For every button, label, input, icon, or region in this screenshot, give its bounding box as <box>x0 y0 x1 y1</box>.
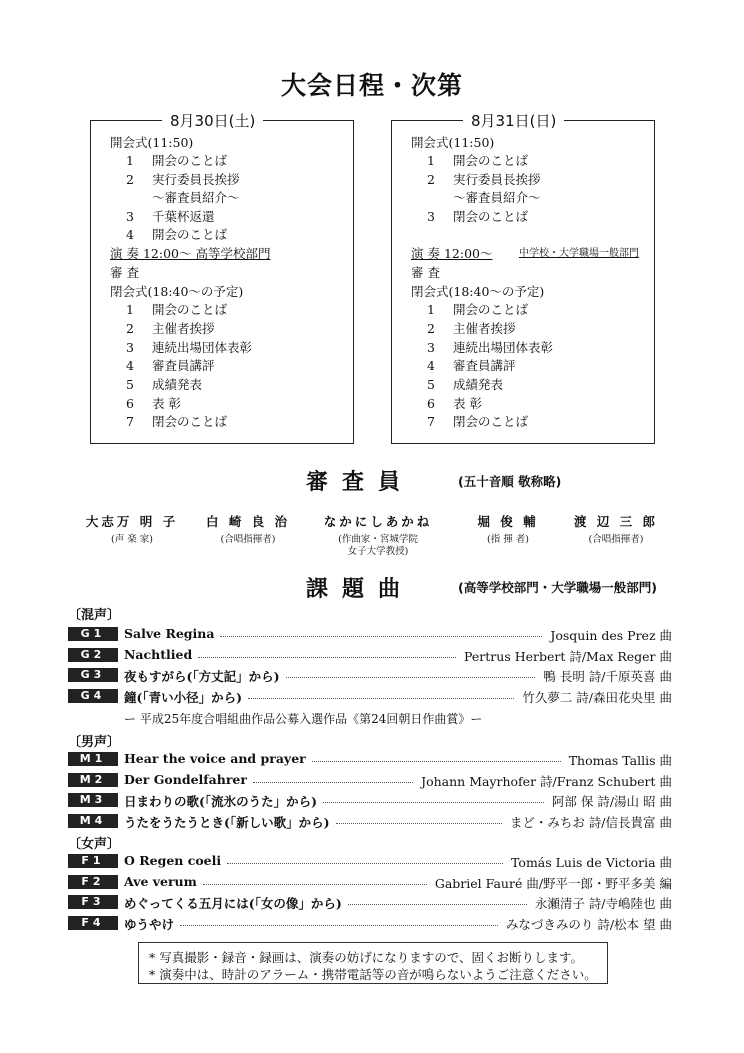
item-text: 主催者挨拶 <box>453 321 516 336</box>
item-text: 開会のことば <box>152 153 228 168</box>
piece-tag: M1 <box>68 752 118 766</box>
day1-line <box>126 377 202 393</box>
item-number: 3 <box>126 340 134 355</box>
judge-name: 大志万 明 子 <box>85 514 179 529</box>
day2-line <box>411 284 544 300</box>
day2-line <box>427 302 528 318</box>
piece-title: O Regen coeli <box>124 853 222 868</box>
judge-name: 渡 辺 三 郎 <box>573 514 659 529</box>
item-text: 連続出場団体表彰 <box>453 340 554 355</box>
item-text: 連続出場団体表彰 <box>152 340 253 355</box>
judge-role: (作曲家・宮城学院 <box>338 534 418 545</box>
pieces-subheading: (高等学校部門・大学職場一般部門) <box>458 580 657 595</box>
piece-tag: G1 <box>68 627 118 641</box>
item-text: 実行委員長挨拶 <box>453 172 541 187</box>
day1-line <box>126 321 215 337</box>
item-text: 成績発表 <box>453 377 504 392</box>
judge <box>178 512 318 546</box>
item-text: 閉会のことば <box>152 414 228 429</box>
piece-credit: まど・みちお 詩/信長貴富 曲 <box>509 814 672 830</box>
day1-line <box>126 153 227 169</box>
piece-tag: F4 <box>68 916 118 930</box>
item-text: 審査員講評 <box>152 358 215 373</box>
judge-role-line2: 女子大学教授) <box>347 546 409 557</box>
piece-title: Nachtlied <box>124 646 193 662</box>
piece-title: 鐘(「青い小径」から) <box>124 689 243 705</box>
piece-row <box>68 751 672 769</box>
judge-role: (合唱指揮者) <box>588 534 644 545</box>
day2-line <box>427 377 503 393</box>
item-number: 5 <box>427 377 435 392</box>
page-title: 大会日程・次第 <box>280 71 463 100</box>
piece-credit: 竹久夢二 詩/森田花央里 曲 <box>522 689 672 705</box>
item-number: 1 <box>126 153 134 168</box>
day1-date: 8月30日(土) <box>162 110 263 131</box>
leader-dots <box>312 751 561 762</box>
item-text: 開会のことば <box>152 227 228 242</box>
piece-tag: F1 <box>68 854 118 868</box>
judge <box>308 512 448 558</box>
item-number: 1 <box>126 302 134 317</box>
footer-line-1: * 写真撮影・録音・録画は、演奏の妨げになりますので、固くお断りします。 <box>149 950 583 965</box>
piece-credit: 阿部 保 詩/湯山 昭 曲 <box>551 794 672 809</box>
item-number: 7 <box>126 414 134 429</box>
day2-date: 8月31日(日) <box>463 110 564 131</box>
item-text: 閉会のことば <box>453 414 529 429</box>
piece-title: Hear the voice and prayer <box>124 751 306 766</box>
day2-line <box>427 209 528 225</box>
piece-title: めぐってくる五月には(「女の像」から) <box>124 896 342 911</box>
item-text: 審 査 <box>411 265 440 280</box>
item-number: 3 <box>427 209 435 224</box>
piece-title: Ave verum <box>124 873 197 889</box>
item-text: 千葉杯返還 <box>152 209 215 224</box>
piece-title: Salve Regina <box>124 626 215 641</box>
item-text: 成績発表 <box>152 377 203 392</box>
item-text: 開会のことば <box>453 302 529 317</box>
pieces-heading: 課題曲 <box>306 577 415 602</box>
piece-credit: 永瀬清子 詩/寺嶋陸也 曲 <box>534 896 672 911</box>
piece-row <box>68 772 672 790</box>
voice-category: 〔女声〕 <box>68 837 121 852</box>
item-number: 1 <box>427 153 435 168</box>
piece-row <box>68 688 672 706</box>
day1-line <box>126 209 215 225</box>
piece-row <box>68 874 672 892</box>
item-text: 表 彰 <box>453 396 482 411</box>
day2-line <box>427 396 482 412</box>
day2-line <box>427 414 528 430</box>
day1-line <box>110 246 270 262</box>
piece-credit: みなづきみのり 詩/松本 望 曲 <box>505 916 672 932</box>
item-text: 開会式(11:50) <box>411 135 495 150</box>
item-number: 4 <box>126 227 134 242</box>
item-text: ～審査員紹介～ <box>152 190 240 205</box>
judge-role: (合唱指揮者) <box>220 534 276 545</box>
piece-credit: Gabriel Fauré 曲/野平一郎・野平多美 編 <box>434 875 672 891</box>
judge-role: (声 楽 家) <box>111 534 153 545</box>
voice-category: 〔混声〕 <box>68 608 121 623</box>
item-number: 2 <box>126 172 134 187</box>
piece-credit: Josquin des Prez 曲 <box>550 628 672 643</box>
footer-notice <box>138 942 608 984</box>
item-number: 1 <box>427 302 435 317</box>
leader-dots <box>286 667 535 678</box>
item-number: 4 <box>427 358 435 373</box>
piece-row <box>68 626 672 644</box>
leader-dots <box>203 874 427 885</box>
day1-line <box>126 172 240 188</box>
day1-line <box>110 135 193 151</box>
day1-line <box>110 265 139 281</box>
leader-dots <box>220 626 542 637</box>
day1-line <box>126 414 227 430</box>
voice-category: 〔男声〕 <box>68 735 121 750</box>
item-number: 6 <box>126 396 134 411</box>
piece-row <box>68 894 672 912</box>
judges-subheading: (五十音順 敬称略) <box>458 474 562 489</box>
piece-credit: 鴨 長明 詩/千原英喜 曲 <box>543 669 672 684</box>
item-text: 開会のことば <box>152 302 228 317</box>
leader-dots <box>198 647 456 658</box>
item-text: ～審査員紹介～ <box>453 190 541 205</box>
piece-title: Der Gondelfahrer <box>124 771 247 787</box>
piece-row <box>68 853 672 871</box>
leader-dots <box>180 915 498 926</box>
day2-line <box>427 340 553 356</box>
judges-heading: 審査員 <box>306 470 415 495</box>
piece-row <box>68 915 672 933</box>
day2-line <box>411 246 492 262</box>
item-text: 開会式(11:50) <box>110 135 194 150</box>
judge-name: なかにしあかね <box>323 514 433 529</box>
piece-title: うたをうたうとき(「新しい歌」から) <box>124 814 330 830</box>
item-number: 5 <box>126 377 134 392</box>
leader-dots <box>248 688 514 699</box>
leader-dots <box>348 894 527 905</box>
day2-line <box>427 153 528 169</box>
item-text: 審 査 <box>110 265 139 280</box>
day1-line <box>126 396 181 412</box>
item-text: 審査員講評 <box>453 358 516 373</box>
item-number: 2 <box>427 172 435 187</box>
piece-tag: G4 <box>68 689 118 703</box>
item-text: 表 彰 <box>152 396 181 411</box>
leader-dots <box>227 853 503 864</box>
item-text: 主催者挨拶 <box>152 321 215 336</box>
day2-line <box>427 321 516 337</box>
day1-line <box>126 302 227 318</box>
piece-title: 日まわりの歌(「流氷のうた」から) <box>124 794 318 809</box>
item-text: 閉会式(18:40～の予定) <box>411 284 545 299</box>
piece-credit: Pertrus Herbert 詩/Max Reger 曲 <box>464 648 672 664</box>
piece-tag: M4 <box>68 814 118 828</box>
piece-row <box>68 792 672 810</box>
piece-row <box>68 813 672 831</box>
day2-line <box>411 265 440 281</box>
item-text: 閉会式(18:40～の予定) <box>110 284 244 299</box>
day1-line <box>126 227 227 243</box>
piece-credit: Johann Mayrhofer 詩/Franz Schubert 曲 <box>421 773 672 789</box>
item-number: 2 <box>126 321 134 336</box>
piece-tag: F2 <box>68 875 118 889</box>
piece-row <box>68 667 672 685</box>
piece-title: ゆうやけ <box>124 916 175 932</box>
judge <box>546 512 686 546</box>
day1-line <box>110 284 243 300</box>
judge-name: 白 崎 良 治 <box>205 514 291 529</box>
leader-dots <box>336 813 502 824</box>
item-text: 閉会のことば <box>453 209 529 224</box>
item-text: 演 奏 12:00～ 高等学校部門 <box>110 246 271 261</box>
day1-line <box>126 358 215 374</box>
piece-title: 夜もすがら(「方丈記」から) <box>124 669 280 684</box>
item-number: 3 <box>126 209 134 224</box>
piece-tag: G2 <box>68 648 118 662</box>
piece-tag: M3 <box>68 793 118 807</box>
day2-line <box>411 135 494 151</box>
piece-credit: Tomás Luis de Victoria 曲 <box>511 855 672 870</box>
piece-row <box>68 647 672 665</box>
piece-tag: M2 <box>68 773 118 787</box>
piece-credit: Thomas Tallis 曲 <box>568 753 672 768</box>
item-text: 実行委員長挨拶 <box>152 172 240 187</box>
leader-dots <box>323 792 544 803</box>
item-text: 演 奏 12:00～ <box>411 246 493 261</box>
item-text: 中学校・大学職場一般部門 <box>519 248 639 259</box>
item-text: 開会のことば <box>453 153 529 168</box>
item-number: 2 <box>427 321 435 336</box>
judge-name: 堀 俊 輔 <box>477 514 539 529</box>
piece-note: ー 平成25年度合唱組曲作品公募入選作品《第24回朝日作曲賞》ー <box>124 712 483 726</box>
item-number: 3 <box>427 340 435 355</box>
item-number: 4 <box>126 358 134 373</box>
day2-line <box>519 246 639 262</box>
day1-line <box>126 340 252 356</box>
footer-line-2: * 演奏中は、時計のアラーム・携帯電話等の音が鳴らないようご注意ください。 <box>149 967 597 982</box>
piece-tag: G3 <box>68 668 118 682</box>
day2-line <box>427 190 541 206</box>
leader-dots <box>253 772 413 783</box>
item-number: 7 <box>427 414 435 429</box>
day2-line <box>427 358 516 374</box>
day1-line <box>126 190 240 206</box>
day2-line <box>427 172 541 188</box>
judge-role: (指 揮 者) <box>487 534 529 545</box>
item-number: 6 <box>427 396 435 411</box>
piece-tag: F3 <box>68 895 118 909</box>
